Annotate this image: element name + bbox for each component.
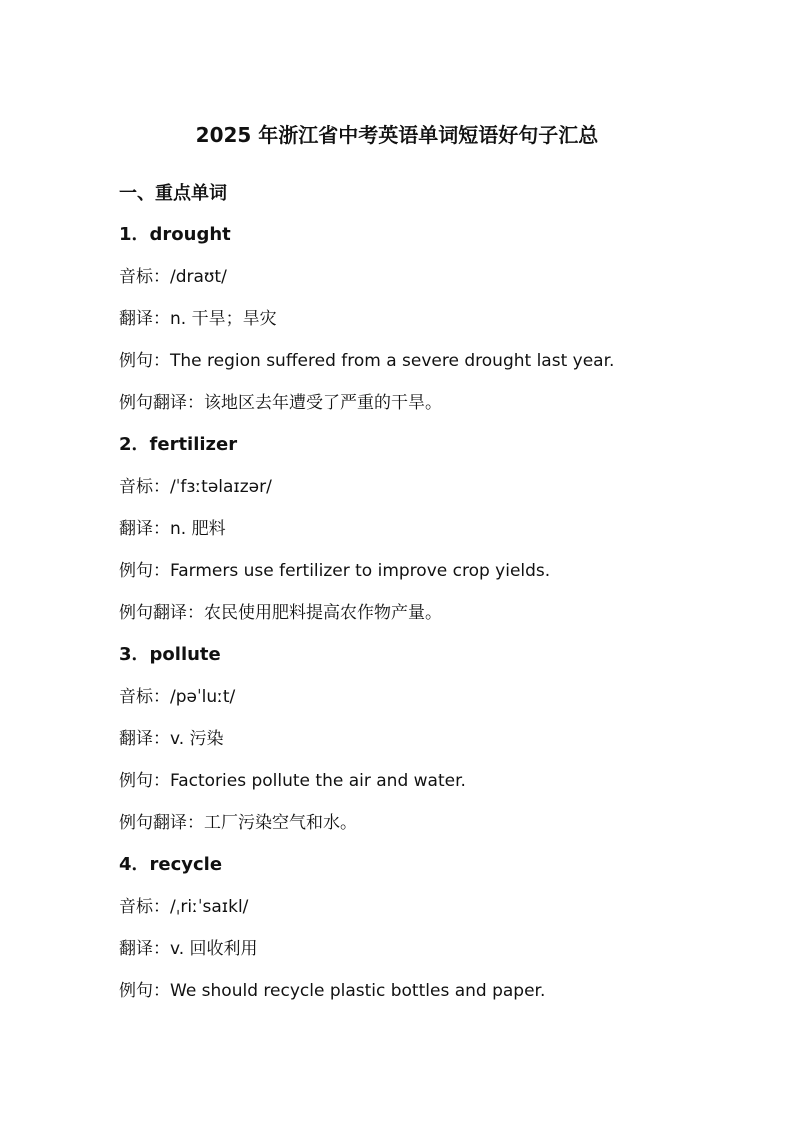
word-entry-drought xyxy=(119,219,719,419)
word-entry-pollute xyxy=(119,639,719,839)
example-translation-label: 例句翻译： xyxy=(119,603,204,623)
word-entry-fertilizer xyxy=(119,429,719,629)
translation-label: 翻译： xyxy=(119,309,170,329)
phonetic-label: 音标： xyxy=(119,897,170,917)
translation-value: n. 干旱；旱灾 xyxy=(170,309,277,329)
phonetic-label: 音标： xyxy=(119,687,170,707)
example-translation-value: 农民使用肥料提高农作物产量。 xyxy=(204,603,442,623)
word-heading: 1．drought xyxy=(119,224,231,245)
phonetic-label: 音标： xyxy=(119,477,170,497)
translation-line xyxy=(119,723,719,755)
phonetic-value: /ˈfɜːtəlaɪzər/ xyxy=(170,477,272,497)
translation-line xyxy=(119,933,719,965)
translation-value: v. 污染 xyxy=(170,729,224,749)
phonetic-value: /pəˈluːt/ xyxy=(170,687,236,707)
translation-label: 翻译： xyxy=(119,939,170,959)
example-value: We should recycle plastic bottles and paper. xyxy=(170,981,546,1001)
translation-label: 翻译： xyxy=(119,729,170,749)
example-line xyxy=(119,555,719,587)
translation-value: v. 回收利用 xyxy=(170,939,258,959)
example-line xyxy=(119,975,719,1007)
page-title: 2025 年浙江省中考英语单词短语好句子汇总 xyxy=(195,123,599,147)
translation-line xyxy=(119,303,719,335)
translation-value: n. 肥料 xyxy=(170,519,226,539)
phonetic-line xyxy=(119,891,719,923)
phonetic-line xyxy=(119,471,719,503)
example-translation-value: 工厂污染空气和水。 xyxy=(204,813,357,833)
example-translation-value: 该地区去年遭受了严重的干旱。 xyxy=(204,393,442,413)
translation-line xyxy=(119,513,719,545)
document-body xyxy=(119,178,719,1017)
word-heading: 3．pollute xyxy=(119,644,221,665)
example-value: Factories pollute the air and water. xyxy=(170,771,466,791)
example-translation-line xyxy=(119,387,719,419)
example-label: 例句： xyxy=(119,771,170,791)
translation-label: 翻译： xyxy=(119,519,170,539)
example-translation-label: 例句翻译： xyxy=(119,393,204,413)
example-line xyxy=(119,345,719,377)
example-label: 例句： xyxy=(119,351,170,371)
example-translation-line xyxy=(119,807,719,839)
example-translation-label: 例句翻译： xyxy=(119,813,204,833)
word-heading: 4．recycle xyxy=(119,854,223,875)
example-translation-line xyxy=(119,597,719,629)
example-value: Farmers use fertilizer to improve crop yields. xyxy=(170,561,551,581)
example-line xyxy=(119,765,719,797)
word-heading: 2．fertilizer xyxy=(119,434,238,455)
word-entry-recycle xyxy=(119,849,719,1007)
phonetic-value: /draʊt/ xyxy=(170,267,227,287)
example-value: The region suffered from a severe drought last year. xyxy=(170,351,615,371)
example-label: 例句： xyxy=(119,981,170,1001)
phonetic-line xyxy=(119,681,719,713)
section-heading: 一、重点单词 xyxy=(119,183,227,204)
phonetic-line xyxy=(119,261,719,293)
phonetic-label: 音标： xyxy=(119,267,170,287)
phonetic-value: /ˌriːˈsaɪkl/ xyxy=(170,897,249,917)
example-label: 例句： xyxy=(119,561,170,581)
